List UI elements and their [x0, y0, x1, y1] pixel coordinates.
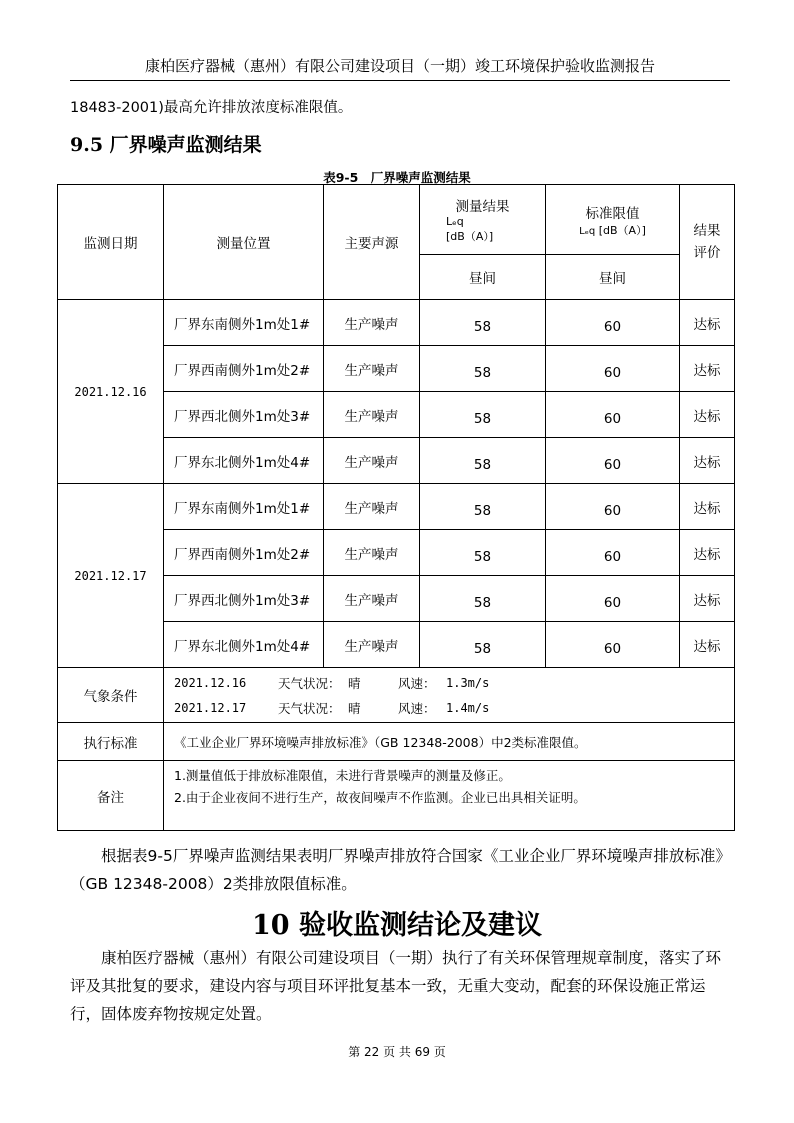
header-result-symbol: Lₑq	[446, 215, 464, 228]
noise-source: 生产噪声	[324, 576, 420, 622]
section-title: 9.5 厂界噪声监测结果	[70, 134, 262, 156]
standard-text: 《工业企业厂界环境噪声排放标准》（GB 12348-2008）中2类标准限值。	[164, 723, 735, 761]
result-value: 58	[420, 346, 546, 392]
header-position: 测量位置	[164, 185, 324, 300]
eval-value: 达标	[680, 300, 735, 346]
noise-source: 生产噪声	[324, 622, 420, 668]
limit-value: 60	[546, 576, 680, 622]
measure-position: 厂界东南侧外1m处1#	[164, 300, 324, 346]
page-header: 康柏医疗器械（惠州）有限公司建设项目（一期）竣工环境保护验收监测报告	[70, 52, 730, 81]
eval-value: 达标	[680, 438, 735, 484]
measure-position: 厂界西南侧外1m处2#	[164, 530, 324, 576]
header-eval	[680, 185, 735, 300]
limit-value: 60	[546, 530, 680, 576]
header-limit-unitline	[546, 222, 679, 238]
measure-position: 厂界西北侧外1m处3#	[164, 392, 324, 438]
wind-speed: 1.4m/s	[446, 700, 490, 715]
header-limit-symbol: Lₑq	[579, 225, 596, 237]
remarks-cell	[164, 761, 735, 831]
wind-label: 风速：	[398, 700, 436, 716]
result-value: 58	[420, 300, 546, 346]
chapter-title: 10 验收监测结论及建议	[252, 910, 542, 941]
header-limit	[546, 185, 680, 255]
intro-line: 18483-2001)最高允许排放浓度标准限值。	[70, 100, 353, 116]
limit-value: 60	[546, 346, 680, 392]
result-value: 58	[420, 392, 546, 438]
page-footer: 第 22 页 共 69 页	[348, 1045, 446, 1059]
wind-label: 风速：	[398, 675, 436, 691]
limit-value: 60	[546, 438, 680, 484]
measure-position: 厂界东南侧外1m处1#	[164, 484, 324, 530]
header-limit-unit: [dB（A）]	[598, 223, 646, 237]
weather-status: 晴	[348, 675, 361, 691]
noise-source: 生产噪声	[324, 300, 420, 346]
noise-source: 生产噪声	[324, 530, 420, 576]
result-value: 58	[420, 622, 546, 668]
header-eval-label: 结果评价	[693, 223, 721, 261]
standard-label: 执行标准	[58, 723, 164, 761]
limit-value: 60	[546, 392, 680, 438]
conclusion-paragraph: 根据表9-5厂界噪声监测结果表明厂界噪声排放符合国家《工业企业厂界环境噪声排放标准》（GB 12348-2008）2类排放限值标准。	[70, 847, 724, 893]
header-day-limit: 昼间	[546, 255, 680, 300]
noise-source: 生产噪声	[324, 346, 420, 392]
header-source: 主要声源	[324, 185, 420, 300]
header-limit-label: 标准限值	[585, 205, 640, 222]
weather-date: 2021.12.16	[174, 675, 247, 690]
noise-source: 生产噪声	[324, 484, 420, 530]
limit-value: 60	[546, 484, 680, 530]
header-result-label: 测量结果	[455, 199, 510, 215]
group-date: 2021.12.17	[58, 484, 164, 668]
weather-status-label: 天气状况：	[278, 675, 341, 691]
wind-speed: 1.3m/s	[446, 675, 490, 690]
measure-position: 厂界西北侧外1m处3#	[164, 576, 324, 622]
header-result-unit: [dB（A）]	[446, 230, 494, 243]
measure-position: 厂界西南侧外1m处2#	[164, 346, 324, 392]
weather-date: 2021.12.17	[174, 700, 247, 715]
remarks-label: 备注	[58, 761, 164, 831]
result-value: 58	[420, 438, 546, 484]
group-date: 2021.12.16	[58, 300, 164, 484]
header-date: 监测日期	[58, 185, 164, 300]
measure-position: 厂界东北侧外1m处4#	[164, 438, 324, 484]
noise-table	[57, 184, 735, 831]
remark-line: 1.测量值低于排放标准限值，未进行背景噪声的测量及修正。	[174, 768, 511, 783]
eval-value: 达标	[680, 346, 735, 392]
header-day-result: 昼间	[420, 255, 546, 300]
noise-source: 生产噪声	[324, 392, 420, 438]
result-value: 58	[420, 576, 546, 622]
table-caption: 表9-5 厂界噪声监测结果	[323, 170, 471, 185]
eval-value: 达标	[680, 622, 735, 668]
eval-value: 达标	[680, 392, 735, 438]
measure-position: 厂界东北侧外1m处4#	[164, 622, 324, 668]
eval-value: 达标	[680, 530, 735, 576]
weather-status: 晴	[348, 700, 361, 716]
eval-value: 达标	[680, 484, 735, 530]
chapter-paragraph: 康柏医疗器械（惠州）有限公司建设项目（一期）执行了有关环保管理规章制度，落实了环评及其批复的要求，建设内容与项目环评批复基本一致，无重大变动，配套的环保设施正常运行，固体废弃物按规定处置。	[70, 949, 722, 1023]
limit-value: 60	[546, 622, 680, 668]
result-value: 58	[420, 530, 546, 576]
weather-status-label: 天气状况：	[278, 700, 341, 716]
header-result	[420, 185, 546, 255]
weather-cell	[164, 668, 735, 723]
weather-row	[174, 670, 734, 695]
weather-label: 气象条件	[58, 668, 164, 723]
eval-value: 达标	[680, 576, 735, 622]
result-value: 58	[420, 484, 546, 530]
noise-source: 生产噪声	[324, 438, 420, 484]
limit-value: 60	[546, 300, 680, 346]
remark-line: 2.由于企业夜间不进行生产，故夜间噪声不作监测。企业已出具相关证明。	[174, 790, 586, 805]
weather-row	[174, 695, 734, 720]
